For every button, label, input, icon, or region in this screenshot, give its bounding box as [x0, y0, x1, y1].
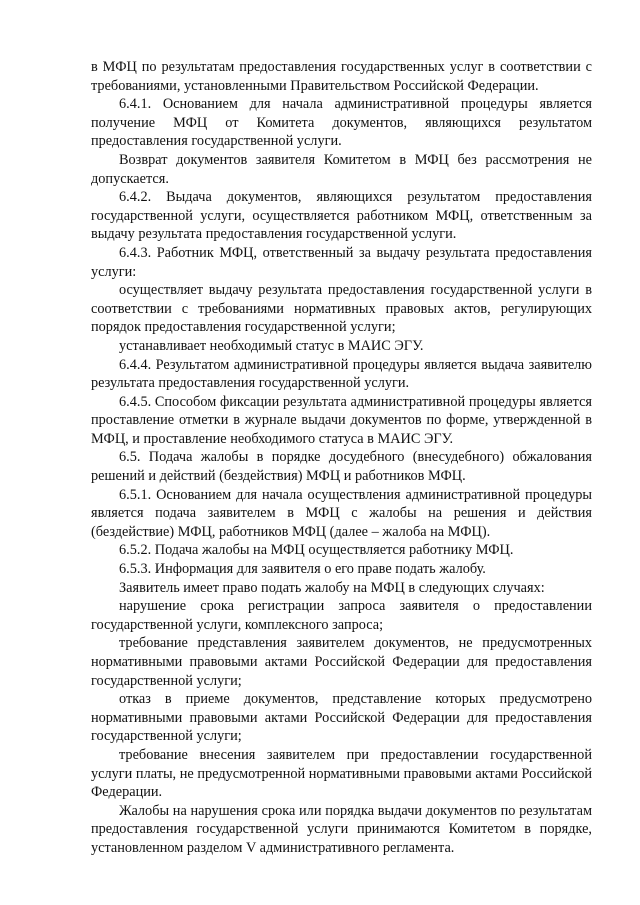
- paragraph-case-deadline-violation: нарушение срока регистрации запроса заявителя о предоставлении государственной услуги, комплексного запроса;: [91, 598, 592, 633]
- paragraph-complaints-committee: Жалобы на нарушения срока или порядка выдачи документов по результатам предоставления государственной услуги принимаются Комитетом в порядке, установленном разделом V административного регламента.: [91, 802, 592, 856]
- paragraph-6-5-2: 6.5.2. Подача жалобы на МФЦ осуществляется работнику МФЦ.: [119, 542, 514, 559]
- paragraph-return-docs: Возврат документов заявителя Комитетом в МФЦ без рассмотрения не допускается.: [91, 151, 592, 187]
- paragraph-case-fee: требование внесения заявителем при предоставлении государственной услуги платы, не предусмотренной нормативными правовыми актами Российской Федерации.: [91, 746, 592, 801]
- paragraph-6-4-3: 6.4.3. Работник МФЦ, ответственный за выдачу результата предоставления услуги:: [91, 244, 592, 280]
- paragraph-6-5-1: 6.5.1. Основанием для начала осуществления административной процедуры является подача заявителем в МФЦ с жалобы на решения и действия (бездействие) МФЦ, работников МФЦ (далее – жалоба на МФЦ).: [91, 486, 592, 540]
- paragraph-6-4-5: 6.4.5. Способом фиксации результата административной процедуры является проставление отметки в журнале выдачи документов по форме, утвержденной в МФЦ, и проставление необходимого статуса в МАИС ЭГУ.: [91, 393, 592, 447]
- paragraph-6-4-1: 6.4.1. Основанием для начала административной процедуры является получение МФЦ от Комитета документов, являющихся результатом предоставления государственной услуги.: [91, 96, 592, 150]
- paragraph-mfc-results: в МФЦ по результатам предоставления государственных услуг в соответствии с требованиями, установленными Правительством Российской Федерации.: [91, 59, 592, 94]
- paragraph-6-5-3: 6.5.3. Информация для заявителя о его праве подать жалобу.: [119, 561, 486, 578]
- paragraph-right-to-complain: Заявитель имеет право подать жалобу на МФЦ в следующих случаях:: [119, 579, 545, 596]
- paragraph-6-4-2: 6.4.2. Выдача документов, являющихся результатом предоставления государственной услуги, осуществляется работником МФЦ, ответственным за выдачу результата предоставления государственной услуги.: [91, 189, 592, 243]
- paragraph-sets-status: устанавливает необходимый статус в МАИС ЭГУ.: [119, 337, 424, 354]
- paragraph-6-4-4: 6.4.4. Результатом административной процедуры является выдача заявителю результата предоставления государственной услуги.: [91, 356, 592, 392]
- paragraph-issues-result: осуществляет выдачу результата предоставления государственной услуги в соответствии с требованиями нормативных правовых актов, регулирующих порядок предоставления государственной услуги;: [91, 282, 592, 336]
- paragraph-case-refusal: отказ в приеме документов, представление которых предусмотрено нормативными правовыми актами Российской Федерации для предоставления государственной услуги;: [91, 691, 592, 745]
- paragraph-6-5: 6.5. Подача жалобы в порядке досудебного (внесудебного) обжалования решений и действий (бездействия) МФЦ и работников МФЦ.: [91, 449, 592, 485]
- paragraph-case-extra-documents: требование представления заявителем документов, не предусмотренных нормативными правовыми актами Российской Федерации для предоставления государственной услуги;: [91, 635, 592, 689]
